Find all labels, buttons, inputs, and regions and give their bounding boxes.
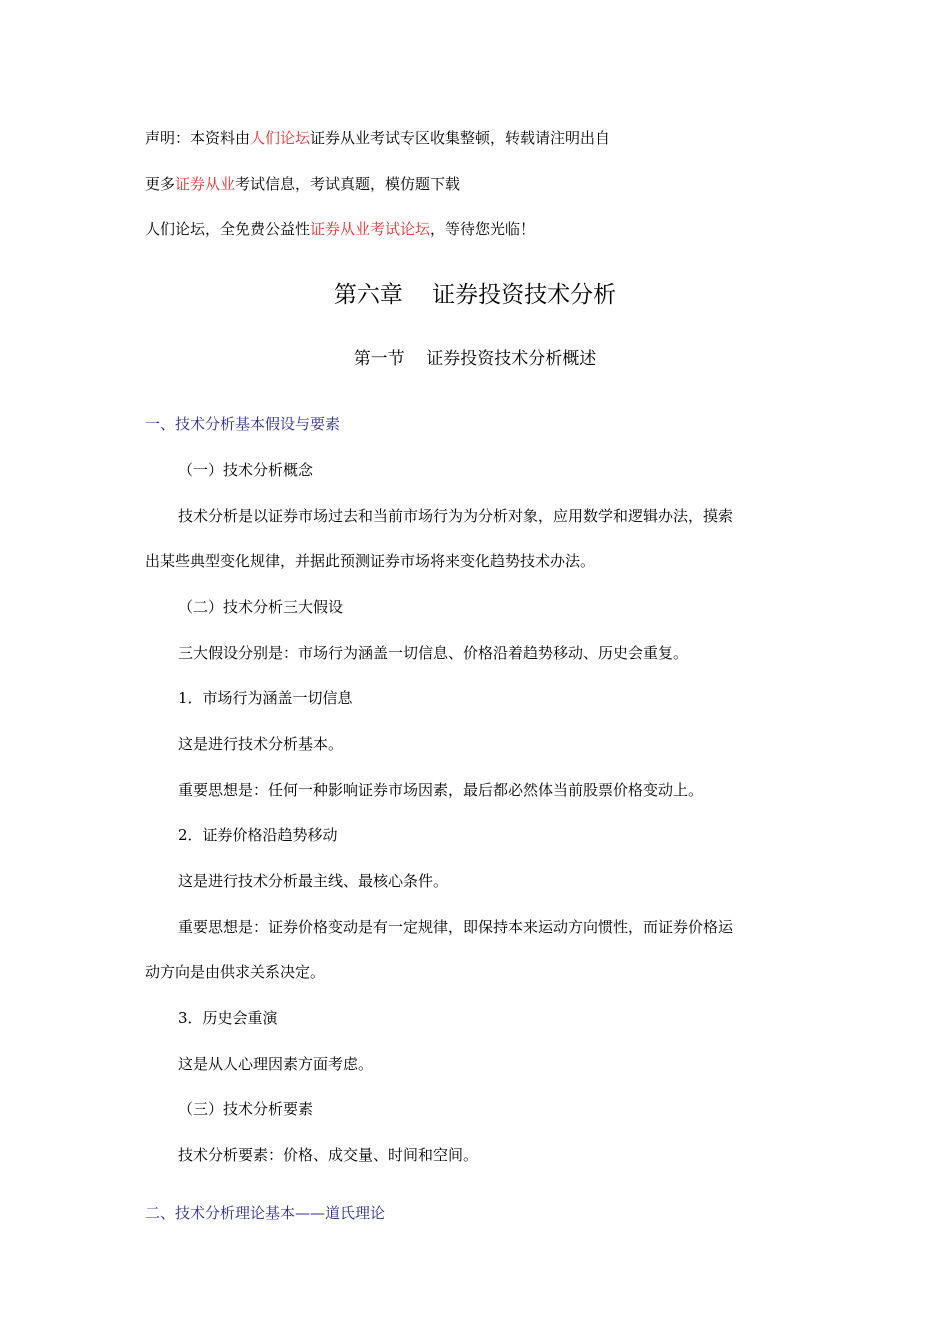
heading-1: 一、技术分析基本假设与要素 — [145, 415, 341, 433]
notice-text: 更多 — [145, 175, 176, 193]
paragraph-2: 三大假设分别是：市场行为涵盖一切信息、价格沿着趋势移动、历史会重复。 — [178, 644, 689, 662]
notice-text: 考试信息，考试真题，模仿题下载 — [235, 175, 461, 193]
paragraph-1-line-1: 技术分析是以证券市场过去和当前市场行为为分析对象，应用数学和逻辑办法，摸索 — [178, 507, 734, 525]
item-1-title: 1．市场行为涵盖一切信息 — [178, 689, 353, 707]
notice-line-1 — [145, 128, 610, 148]
section-title: 第一节 证券投资技术分析概述 — [353, 349, 597, 369]
paragraph-1-line-2: 出某些典型变化规律，并据此预测证券市场将来变化趋势技术办法。 — [145, 552, 596, 570]
subheading-3: （三）技术分析要素 — [178, 1100, 314, 1118]
item-2-text-1: 这是进行技术分析最主线、最核心条件。 — [178, 872, 449, 890]
securities-link[interactable]: 证券从业 — [175, 175, 236, 193]
item-2-text-2-line-1: 重要思想是：证券价格变动是有一定规律，即保持本来运动方向惯性，而证券价格运 — [178, 918, 734, 936]
item-1-text-2: 重要思想是：任何一种影响证券市场因素，最后都必然体当前股票价格变动上。 — [178, 781, 704, 799]
item-2-text-2-line-2: 动方向是由供求关系决定。 — [145, 963, 326, 981]
exam-forum-link[interactable]: 证券从业考试论坛 — [310, 220, 431, 238]
item-2-title: 2．证券价格沿趋势移动 — [178, 826, 338, 844]
notice-text: 人们论坛，全免费公益性 — [145, 220, 311, 238]
item-3-text-1: 这是从人心理因素方面考虑。 — [178, 1055, 374, 1073]
item-3-title: 3．历史会重演 — [178, 1009, 278, 1027]
forum-link[interactable]: 人们论坛 — [250, 129, 311, 147]
notice-text: 证券从业考试专区收集整顿，转载请注明出自 — [310, 129, 611, 147]
subheading-1: （一）技术分析概念 — [178, 461, 314, 479]
item-1-text-1: 这是进行技术分析基本。 — [178, 735, 344, 753]
heading-2: 二、技术分析理论基本——道氏理论 — [145, 1204, 386, 1222]
paragraph-3: 技术分析要素：价格、成交量、时间和空间。 — [178, 1146, 479, 1164]
notice-text: ，等待您光临！ — [430, 220, 536, 238]
notice-line-2 — [145, 174, 460, 194]
notice-line-3 — [145, 219, 535, 239]
subheading-2: （二）技术分析三大假设 — [178, 598, 344, 616]
chapter-title: 第六章 证券投资技术分析 — [333, 282, 617, 308]
notice-text: 声明：本资料由 — [145, 129, 251, 147]
